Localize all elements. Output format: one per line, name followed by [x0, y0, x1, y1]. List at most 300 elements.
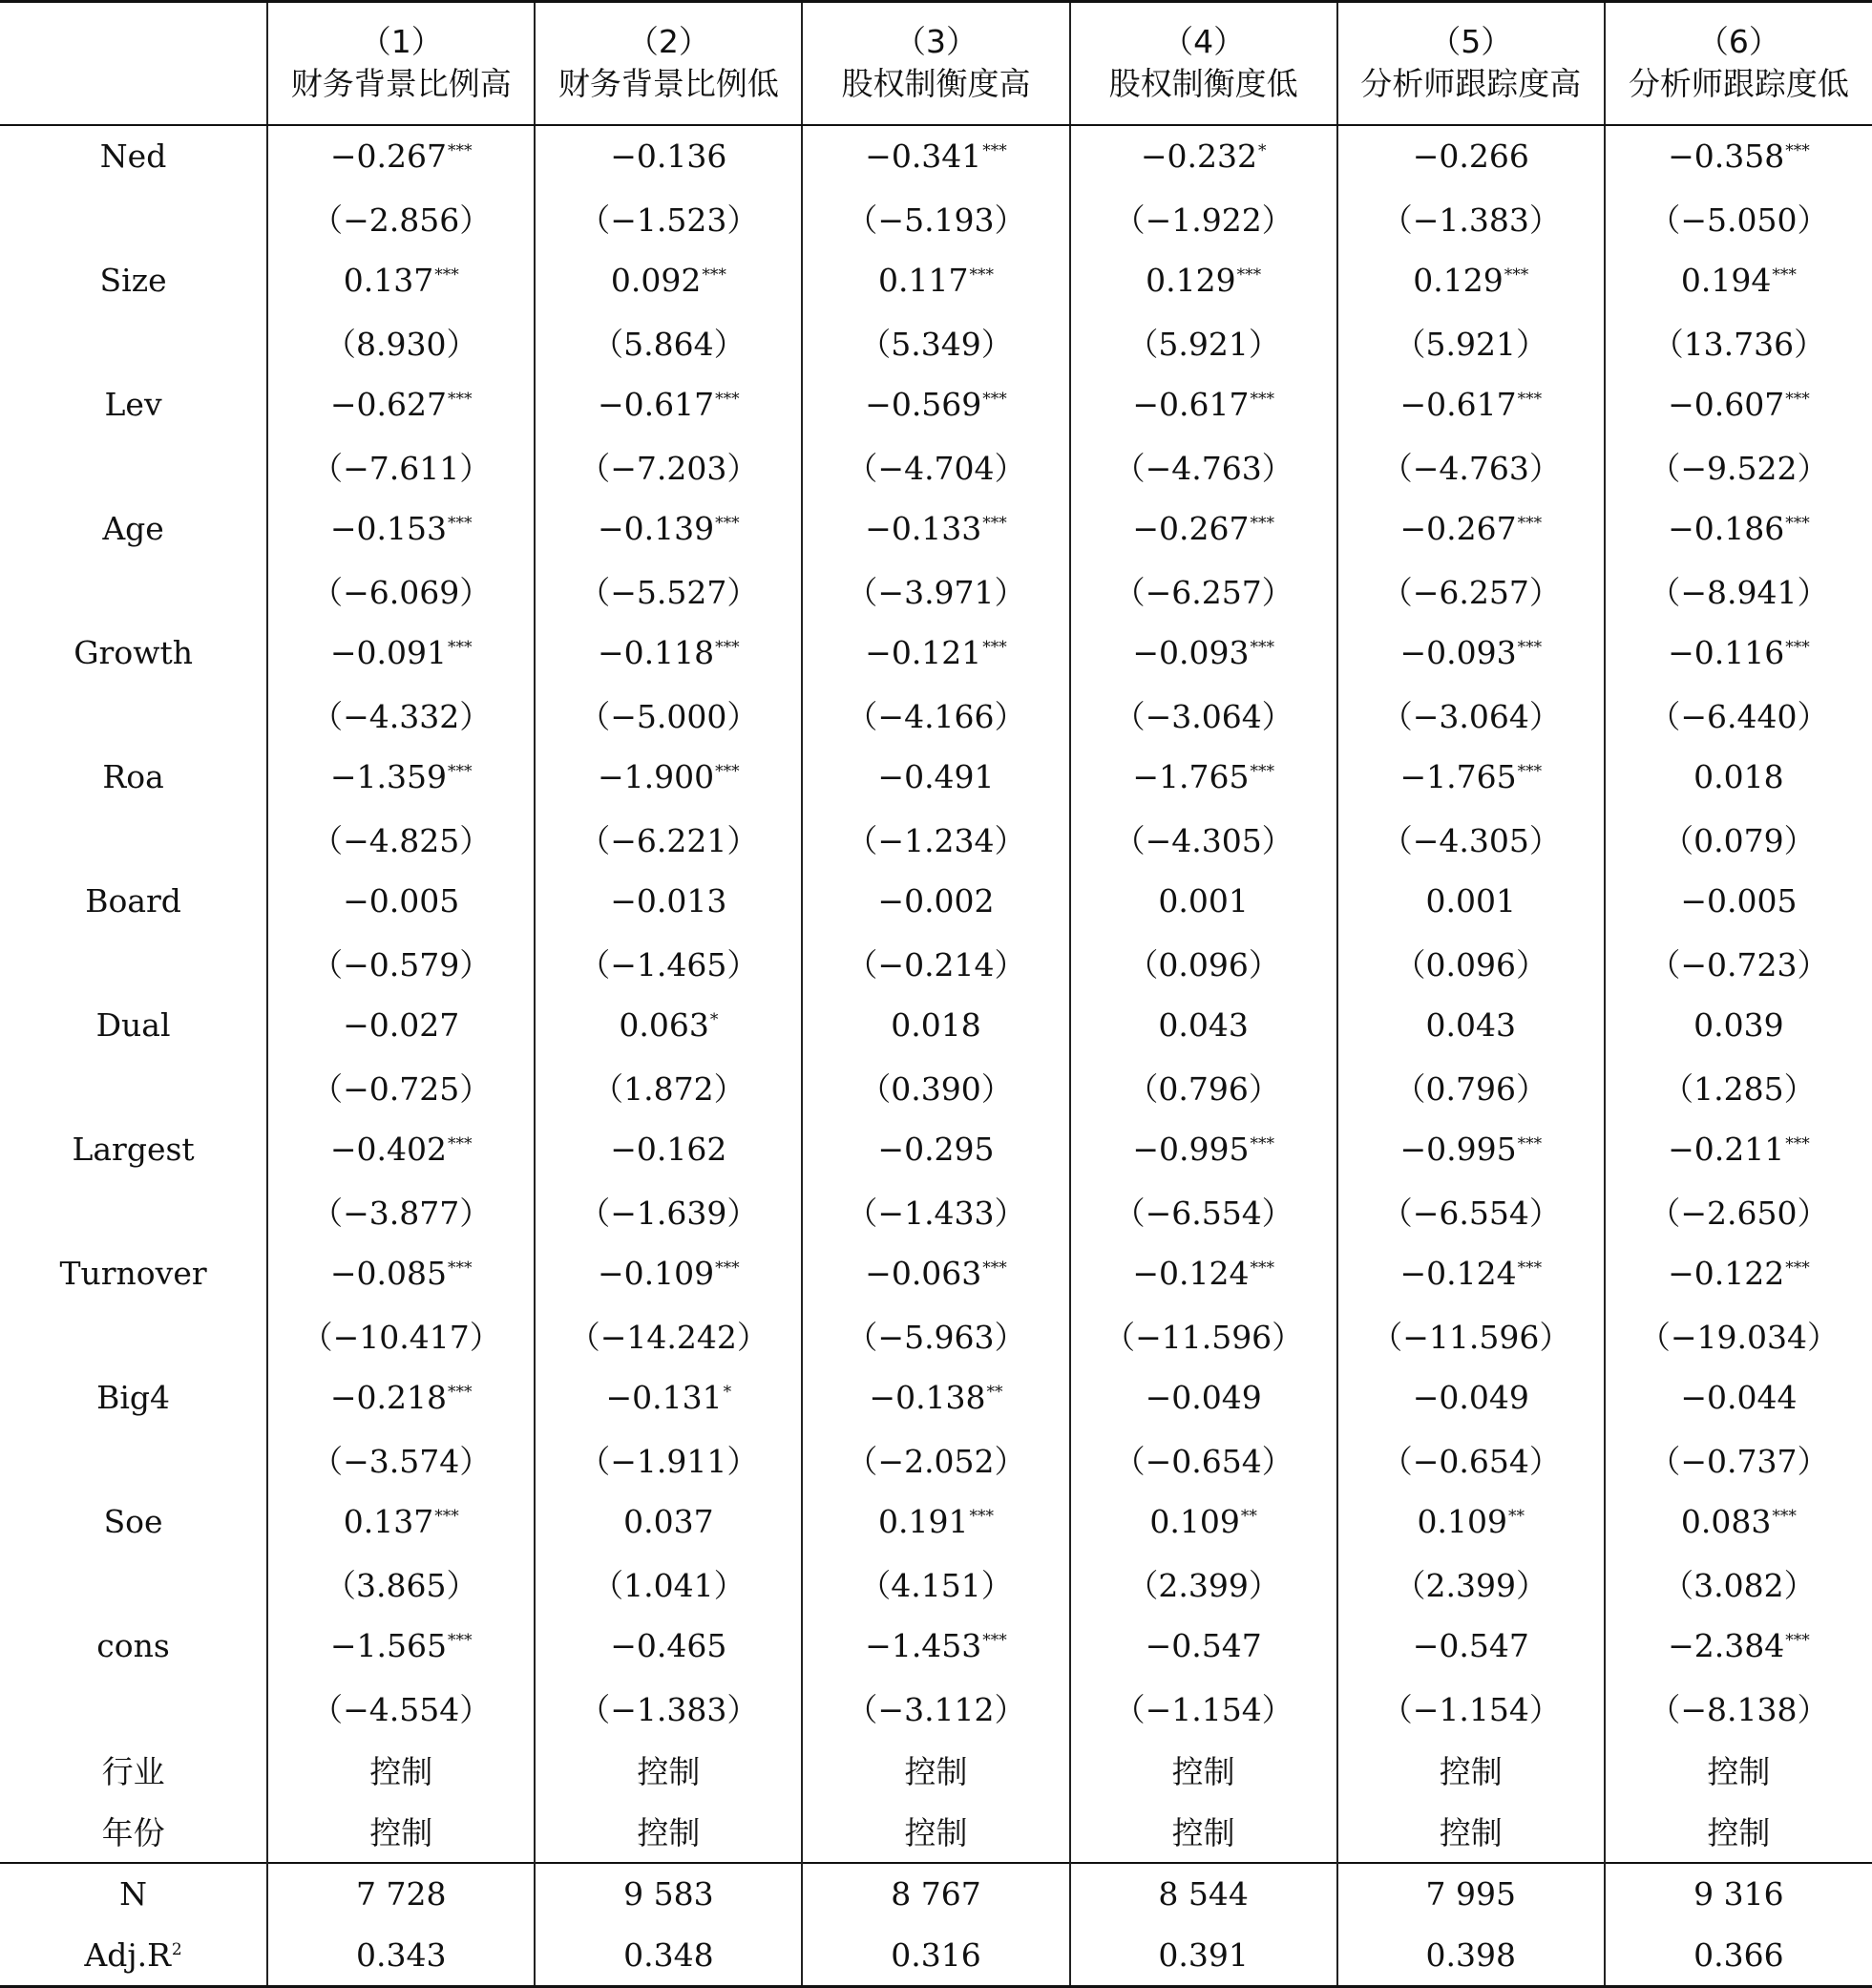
column-name: 股权制衡度低: [1108, 65, 1298, 103]
coef-value: 0.037: [623, 1502, 714, 1540]
t-stat-cell: （5.921）: [1070, 311, 1337, 373]
t-stat-cell: （−5.050）: [1605, 187, 1872, 249]
empty-label-cell: [0, 560, 267, 622]
coef-cell: [1605, 746, 1872, 808]
coef-cell: [802, 1366, 1069, 1428]
coef-cell: [1070, 1491, 1337, 1553]
significance-stars: ***: [1517, 761, 1543, 781]
t-stat-cell: （−0.654）: [1337, 1428, 1605, 1491]
significance-stars: ***: [1517, 637, 1543, 657]
t-stat-cell: （0.096）: [1070, 932, 1337, 994]
t-stat-cell: （−4.763）: [1070, 435, 1337, 497]
coef-cell: [1337, 1615, 1605, 1677]
coef-value: −0.049: [1145, 1378, 1262, 1416]
control-value: 控制: [1337, 1801, 1605, 1863]
significance-stars: ***: [1517, 513, 1543, 533]
coef-value: −0.627: [329, 385, 448, 423]
t-stat-cell: （−7.203）: [535, 435, 802, 497]
empty-label-cell: [0, 1304, 267, 1366]
coef-cell: [1070, 497, 1337, 560]
t-stat-row-cons: [0, 1677, 1872, 1739]
coef-cell: [1337, 249, 1605, 311]
coef-cell: [1070, 249, 1337, 311]
t-stat-cell: （−2.052）: [802, 1428, 1069, 1491]
empty-label-cell: [0, 1056, 267, 1118]
t-stat-cell: （−8.138）: [1605, 1677, 1872, 1739]
variable-label: Big4: [96, 1378, 171, 1416]
t-stat-cell: （−5.000）: [535, 684, 802, 746]
coef-cell: [535, 1615, 802, 1677]
coef-value: −0.013: [610, 881, 727, 920]
coef-value: −0.617: [1399, 385, 1517, 423]
t-stat-cell: （−4.166）: [802, 684, 1069, 746]
control-value: 控制: [1337, 1739, 1605, 1801]
column-header-1: [267, 2, 535, 125]
coef-value: −0.044: [1680, 1378, 1798, 1416]
variable-label: Turnover: [59, 1254, 207, 1292]
coef-value: −0.138: [869, 1378, 986, 1416]
t-stat-cell: （−0.723）: [1605, 932, 1872, 994]
adj-r2-value: 0.316: [802, 1925, 1069, 1987]
significance-stars: ***: [448, 637, 473, 657]
t-stat-cell: （−1.433）: [802, 1180, 1069, 1242]
control-value: 控制: [802, 1739, 1069, 1801]
coef-value: −0.547: [1145, 1626, 1262, 1664]
significance-stars: ***: [448, 389, 473, 409]
coef-cell: [267, 1366, 535, 1428]
t-stat-cell: （−6.257）: [1070, 560, 1337, 622]
empty-label-cell: [0, 1428, 267, 1491]
control-row: [0, 1801, 1872, 1863]
t-stat-row-turnover: [0, 1304, 1872, 1366]
coef-value: −0.085: [329, 1254, 448, 1292]
t-stat-cell: （−5.527）: [535, 560, 802, 622]
coef-row-size: [0, 249, 1872, 311]
significance-stars: ***: [982, 1630, 1007, 1650]
coef-value: −0.995: [1132, 1130, 1250, 1168]
coef-cell: [1337, 1118, 1605, 1180]
significance-stars: ***: [1772, 1506, 1797, 1526]
t-stat-cell: （−1.465）: [535, 932, 802, 994]
t-stat-cell: （5.349）: [802, 311, 1069, 373]
coef-cell: [802, 622, 1069, 684]
significance-stars: ***: [982, 513, 1007, 533]
control-value: 控制: [1070, 1801, 1337, 1863]
coef-value: 0.137: [343, 261, 434, 299]
significance-stars: *: [723, 1382, 732, 1402]
significance-stars: ***: [969, 1506, 994, 1526]
t-stat-cell: （2.399）: [1337, 1553, 1605, 1615]
empty-label-cell: [0, 1553, 267, 1615]
significance-stars: ***: [715, 1258, 740, 1278]
coef-value: −0.122: [1668, 1254, 1785, 1292]
coef-cell: [267, 1118, 535, 1180]
coef-value: −0.049: [1412, 1378, 1529, 1416]
coef-cell: [535, 249, 802, 311]
coef-row-ned: [0, 125, 1872, 187]
t-stat-cell: （−2.856）: [267, 187, 535, 249]
t-stat-cell: （−6.257）: [1337, 560, 1605, 622]
t-stat-cell: （5.864）: [535, 311, 802, 373]
coef-cell: [1337, 994, 1605, 1056]
coef-value: 0.018: [1693, 757, 1784, 795]
t-stat-cell: （−11.596）: [1337, 1304, 1605, 1366]
significance-stars: ***: [1236, 264, 1262, 285]
coef-row-big4: [0, 1366, 1872, 1428]
coef-cell: [1605, 1242, 1872, 1304]
coef-cell: [1605, 1615, 1872, 1677]
coef-cell: [267, 870, 535, 932]
coef-cell: [267, 1615, 535, 1677]
column-number: （3）: [894, 23, 978, 61]
significance-stars: ***: [1785, 637, 1810, 657]
control-value: 控制: [1605, 1739, 1872, 1801]
t-stat-cell: （−1.922）: [1070, 187, 1337, 249]
coef-value: −0.358: [1668, 137, 1785, 175]
variable-label: Lev: [104, 385, 162, 423]
coef-value: −0.091: [329, 633, 448, 671]
coef-value: −0.547: [1412, 1626, 1529, 1664]
coef-row-dual: [0, 994, 1872, 1056]
coef-cell: [535, 125, 802, 187]
coef-value: 0.194: [1680, 261, 1772, 299]
t-stat-cell: （5.921）: [1337, 311, 1605, 373]
significance-stars: ***: [1250, 1133, 1274, 1153]
table-footer: [0, 1863, 1872, 1987]
column-header-2: [535, 2, 802, 125]
significance-stars: ***: [1504, 264, 1529, 285]
t-stat-cell: （1.872）: [535, 1056, 802, 1118]
t-stat-cell: （2.399）: [1070, 1553, 1337, 1615]
coef-cell: [1337, 1366, 1605, 1428]
coef-cell: [802, 497, 1069, 560]
coef-value: −2.384: [1668, 1626, 1785, 1664]
coef-cell: [802, 1615, 1069, 1677]
control-value: 控制: [535, 1739, 802, 1801]
t-stat-row-age: [0, 560, 1872, 622]
coef-cell: [267, 746, 535, 808]
control-value: 控制: [535, 1801, 802, 1863]
t-stat-cell: （−0.214）: [802, 932, 1069, 994]
significance-stars: ***: [1250, 389, 1274, 409]
coef-cell: [1605, 125, 1872, 187]
control-label: 行业: [101, 1752, 165, 1790]
significance-stars: ***: [982, 637, 1007, 657]
coef-value: −1.765: [1132, 757, 1250, 795]
coef-row-turnover: [0, 1242, 1872, 1304]
coef-value: −1.765: [1399, 757, 1517, 795]
significance-stars: ***: [715, 513, 740, 533]
significance-stars: ***: [1517, 1133, 1543, 1153]
coef-cell: [1605, 622, 1872, 684]
variable-label: Board: [85, 881, 181, 920]
t-stat-cell: （−6.554）: [1070, 1180, 1337, 1242]
coef-cell: [1070, 1615, 1337, 1677]
adj-r2-value: 0.391: [1070, 1925, 1337, 1987]
coef-cell: [535, 994, 802, 1056]
coef-row-lev: [0, 373, 1872, 435]
significance-stars: ***: [702, 264, 726, 285]
t-stat-cell: （13.736）: [1605, 311, 1872, 373]
adj-r2-value: 0.366: [1605, 1925, 1872, 1987]
n-value: 7 995: [1337, 1863, 1605, 1925]
coef-cell: [802, 249, 1069, 311]
coef-value: −0.162: [610, 1130, 727, 1168]
t-stat-cell: （−1.154）: [1070, 1677, 1337, 1739]
coef-value: −1.453: [865, 1626, 982, 1664]
coef-value: −0.133: [865, 509, 982, 547]
t-stat-row-ned: [0, 187, 1872, 249]
coef-value: −0.116: [1668, 633, 1785, 671]
coef-value: 0.083: [1680, 1502, 1772, 1540]
coef-value: −0.153: [329, 509, 448, 547]
t-stat-cell: （−6.554）: [1337, 1180, 1605, 1242]
variable-label: Dual: [95, 1005, 171, 1044]
column-name: 股权制衡度高: [841, 65, 1031, 103]
significance-stars: ***: [1517, 1258, 1543, 1278]
n-value: 9 583: [535, 1863, 802, 1925]
significance-stars: ***: [448, 1258, 473, 1278]
coef-cell: [1070, 373, 1337, 435]
coef-value: 0.129: [1146, 261, 1236, 299]
coef-cell: [1605, 1491, 1872, 1553]
significance-stars: ***: [448, 141, 473, 160]
t-stat-row-roa: [0, 808, 1872, 870]
significance-stars: *: [1257, 141, 1267, 160]
coef-value: −0.131: [605, 1378, 723, 1416]
t-stat-cell: （−4.305）: [1070, 808, 1337, 870]
t-stat-cell: （−3.877）: [267, 1180, 535, 1242]
coef-value: −0.267: [1132, 509, 1250, 547]
t-stat-row-size: [0, 311, 1872, 373]
t-stat-cell: （−1.154）: [1337, 1677, 1605, 1739]
coef-value: 0.191: [878, 1502, 969, 1540]
coef-cell: [267, 373, 535, 435]
t-stat-cell: （4.151）: [802, 1553, 1069, 1615]
coef-value: 0.043: [1158, 1005, 1249, 1044]
coef-cell: [802, 125, 1069, 187]
control-value: 控制: [267, 1739, 535, 1801]
significance-stars: *: [709, 1009, 719, 1029]
column-number: （4）: [1162, 23, 1246, 61]
coef-value: −0.617: [1132, 385, 1250, 423]
coef-value: 0.109: [1149, 1502, 1240, 1540]
significance-stars: ***: [969, 264, 994, 285]
significance-stars: ***: [982, 1258, 1007, 1278]
coef-value: −0.093: [1399, 633, 1517, 671]
coef-row-roa: [0, 746, 1872, 808]
coef-value: −0.005: [1680, 881, 1798, 920]
coef-value: −0.267: [1399, 509, 1517, 547]
significance-stars: ***: [1785, 1630, 1810, 1650]
adj-r2-value: 0.343: [267, 1925, 535, 1987]
t-stat-cell: （0.096）: [1337, 932, 1605, 994]
coef-value: −0.109: [598, 1254, 715, 1292]
t-stat-cell: （−1.639）: [535, 1180, 802, 1242]
control-label: 年份: [101, 1814, 165, 1851]
header-corner-cell: [0, 2, 267, 125]
t-stat-cell: （−1.911）: [535, 1428, 802, 1491]
coef-value: −1.565: [329, 1626, 448, 1664]
coef-row-board: [0, 870, 1872, 932]
coef-value: −0.569: [865, 385, 982, 423]
coef-cell: [1605, 1366, 1872, 1428]
column-header-3: [802, 2, 1069, 125]
significance-stars: ***: [1785, 1133, 1810, 1153]
coef-cell: [1070, 1242, 1337, 1304]
coef-row-age: [0, 497, 1872, 560]
t-stat-cell: （−2.650）: [1605, 1180, 1872, 1242]
coef-value: −0.186: [1668, 509, 1785, 547]
coef-cell: [535, 870, 802, 932]
empty-label-cell: [0, 1180, 267, 1242]
t-stat-cell: （−3.112）: [802, 1677, 1069, 1739]
t-stat-cell: （−7.611）: [267, 435, 535, 497]
t-stat-cell: （−4.305）: [1337, 808, 1605, 870]
coef-value: 0.039: [1693, 1005, 1784, 1044]
t-stat-row-dual: [0, 1056, 1872, 1118]
coef-cell: [535, 1242, 802, 1304]
coef-value: −0.341: [865, 137, 982, 175]
coef-value: 0.018: [891, 1005, 981, 1044]
t-stat-cell: （1.285）: [1605, 1056, 1872, 1118]
t-stat-cell: （0.796）: [1337, 1056, 1605, 1118]
coef-cell: [267, 497, 535, 560]
adj-r2-row: [0, 1925, 1872, 1987]
column-header-6: [1605, 2, 1872, 125]
significance-stars: ***: [1772, 264, 1797, 285]
coef-cell: [1605, 994, 1872, 1056]
column-name: 分析师跟踪度低: [1628, 65, 1849, 103]
t-stat-row-largest: [0, 1180, 1872, 1242]
coef-value: 0.129: [1413, 261, 1504, 299]
coef-cell: [802, 994, 1069, 1056]
adj-r2-label-cell: [0, 1925, 267, 1987]
coef-cell: [1070, 125, 1337, 187]
t-stat-cell: （3.082）: [1605, 1553, 1872, 1615]
n-label: N: [0, 1863, 267, 1925]
column-header-4: [1070, 2, 1337, 125]
coef-cell: [1070, 870, 1337, 932]
coef-value: −0.139: [598, 509, 715, 547]
column-name: 财务背景比例低: [557, 65, 779, 103]
adj-r2-superscript: 2: [171, 1939, 182, 1959]
column-header-5: [1337, 2, 1605, 125]
t-stat-cell: （−5.963）: [802, 1304, 1069, 1366]
coef-value: 0.092: [610, 261, 702, 299]
empty-label-cell: [0, 435, 267, 497]
significance-stars: ***: [448, 761, 473, 781]
significance-stars: ***: [982, 141, 1007, 160]
t-stat-cell: （−1.523）: [535, 187, 802, 249]
significance-stars: ***: [1785, 389, 1810, 409]
t-stat-cell: （−4.332）: [267, 684, 535, 746]
coef-value: −0.124: [1399, 1254, 1517, 1292]
column-name: 分析师跟踪度高: [1360, 65, 1582, 103]
coef-value: 0.109: [1417, 1502, 1508, 1540]
coef-value: 0.001: [1425, 881, 1517, 920]
t-stat-cell: （−4.825）: [267, 808, 535, 870]
coef-cell: [1337, 746, 1605, 808]
variable-label: Largest: [72, 1130, 195, 1168]
coef-value: −0.118: [598, 633, 715, 671]
t-stat-cell: （−8.941）: [1605, 560, 1872, 622]
variable-label: Ned: [99, 137, 167, 175]
control-value: 控制: [802, 1801, 1069, 1863]
t-stat-cell: （−4.763）: [1337, 435, 1605, 497]
coef-cell: [1605, 497, 1872, 560]
t-stat-cell: （−0.725）: [267, 1056, 535, 1118]
significance-stars: ***: [448, 1133, 473, 1153]
coef-row-cons: [0, 1615, 1872, 1677]
variable-label: Roa: [102, 757, 164, 795]
t-stat-row-growth: [0, 684, 1872, 746]
adj-r2-label: Adj.R: [84, 1935, 171, 1974]
significance-stars: ***: [434, 264, 459, 285]
coef-value: 0.001: [1158, 881, 1249, 920]
t-stat-cell: （3.865）: [267, 1553, 535, 1615]
coef-value: −0.093: [1132, 633, 1250, 671]
variable-label: cons: [96, 1626, 170, 1664]
coef-cell: [1337, 125, 1605, 187]
variable-label: Growth: [74, 633, 193, 671]
coef-cell: [1070, 746, 1337, 808]
coef-cell: [802, 373, 1069, 435]
t-stat-cell: （−5.193）: [802, 187, 1069, 249]
t-stat-cell: （−0.737）: [1605, 1428, 1872, 1491]
coef-value: −0.211: [1668, 1130, 1785, 1168]
coef-cell: [1337, 373, 1605, 435]
table-header: [0, 2, 1872, 125]
significance-stars: **: [986, 1382, 1003, 1402]
significance-stars: ***: [982, 389, 1007, 409]
significance-stars: ***: [1785, 141, 1810, 160]
t-stat-cell: （−3.064）: [1070, 684, 1337, 746]
header-row: [0, 2, 1872, 125]
coef-cell: [535, 373, 802, 435]
t-stat-cell: （−4.554）: [267, 1677, 535, 1739]
adj-r2-value: 0.398: [1337, 1925, 1605, 1987]
coef-value: −0.607: [1668, 385, 1785, 423]
t-stat-cell: （−0.654）: [1070, 1428, 1337, 1491]
empty-label-cell: [0, 684, 267, 746]
significance-stars: ***: [1785, 1258, 1810, 1278]
t-stat-cell: （−6.440）: [1605, 684, 1872, 746]
t-stat-cell: （−6.069）: [267, 560, 535, 622]
t-stat-cell: （8.930）: [267, 311, 535, 373]
coef-value: −0.995: [1399, 1130, 1517, 1168]
coef-value: 0.063: [619, 1005, 709, 1044]
t-stat-cell: （−4.704）: [802, 435, 1069, 497]
column-name: 财务背景比例高: [290, 65, 512, 103]
coef-cell: [267, 622, 535, 684]
coef-cell: [1605, 1118, 1872, 1180]
column-number: （5）: [1429, 23, 1513, 61]
coef-cell: [535, 1366, 802, 1428]
coef-cell: [1337, 1491, 1605, 1553]
significance-stars: ***: [448, 1382, 473, 1402]
empty-label-cell: [0, 1677, 267, 1739]
t-stat-cell: （−10.417）: [267, 1304, 535, 1366]
coef-cell: [535, 746, 802, 808]
t-stat-cell: （−0.579）: [267, 932, 535, 994]
t-stat-row-soe: [0, 1553, 1872, 1615]
significance-stars: ***: [434, 1506, 459, 1526]
coef-value: −0.402: [329, 1130, 448, 1168]
t-stat-row-board: [0, 932, 1872, 994]
t-stat-cell: （−6.221）: [535, 808, 802, 870]
coef-cell: [1337, 622, 1605, 684]
